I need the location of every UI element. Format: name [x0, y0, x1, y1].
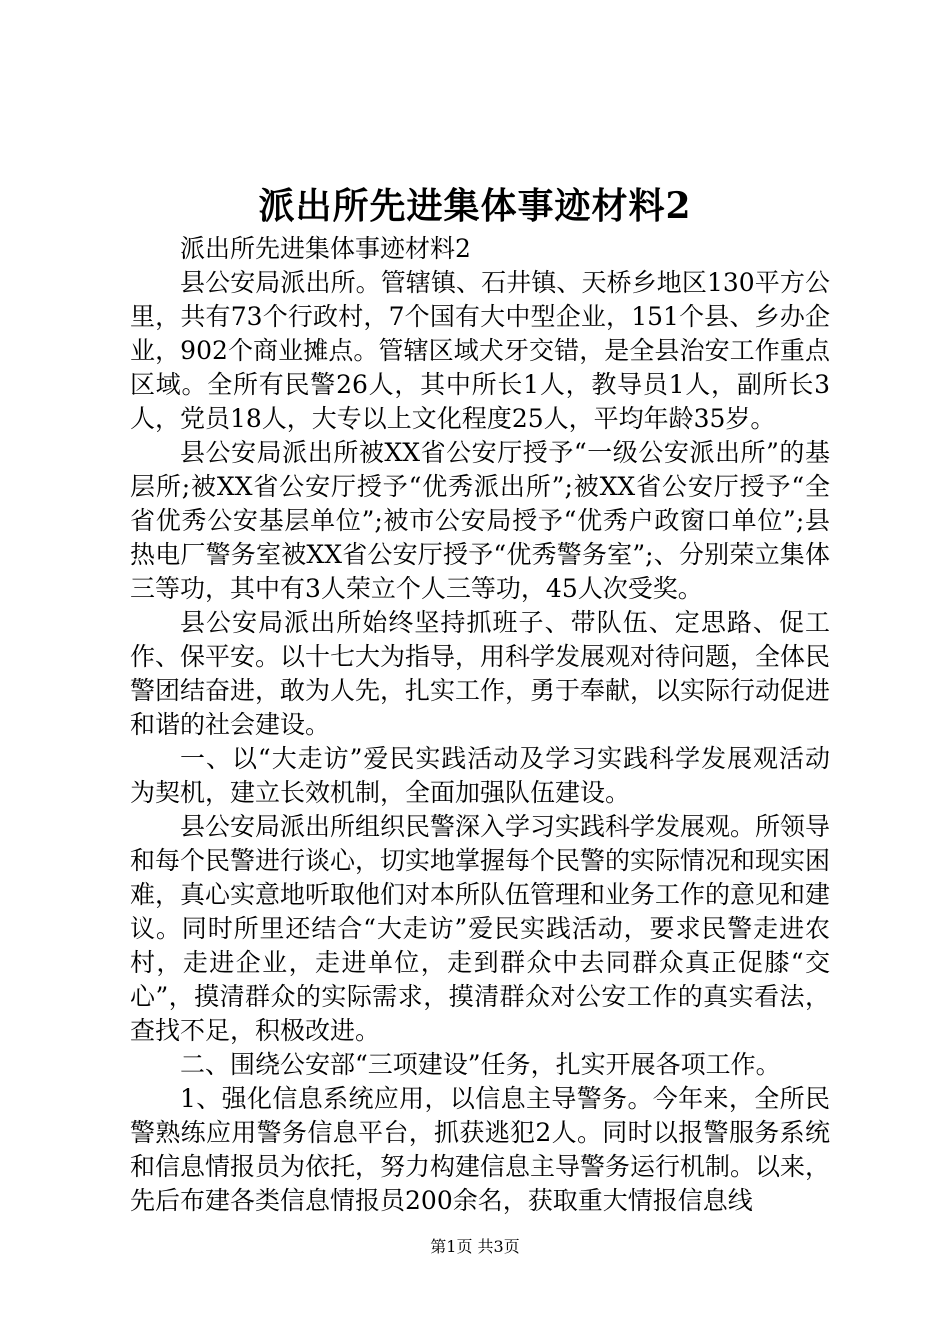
section-heading: 二、围绕公安部“三项建设”任务，扎实开展各项工作。 [180, 1050, 781, 1079]
paragraph: 县公安局派出所。管辖镇、石井镇、天桥乡地区130平方公里，共有73个行政村，7个国有大中型企业，151个县、乡办企业，902个商业摊点。管辖区域犬牙交错，是全县治安工作重点区域。全所有民警26人，其中所长1人，教导员1人，副所长3人，党员18人，大专以上文化程度25人，平均年龄35岁。 [130, 268, 830, 433]
document-body [130, 232, 830, 1218]
paragraph: 县公安局派出所被XX省公安厅授予“一级公安派出所”的基层所;被XX省公安厅授予“优秀派出所”;被XX省公安厅授予“全省优秀公安基层单位”;被市公安局授予“优秀户政窗口单位”;县热电厂警务室被XX省公安厅授予“优秀警务室”;、分别荣立集体三等功，其中有3人荣立个人三等功，45人次受奖。 [130, 438, 830, 603]
section-heading: 一、以“大走访”爱民实践活动及学习实践科学发展观活动为契机，建立长效机制，全面加强队伍建设。 [130, 744, 830, 807]
paragraph: 县公安局派出所组织民警深入学习实践科学发展观。所领导和每个民警进行谈心，切实地掌握每个民警的实际情况和现实困难，真心实意地听取他们对本所队伍管理和业务工作的意见和建议。同时所里还结合“大走访”爱民实践活动，要求民警走进农村，走进企业，走进单位，走到群众中去同群众真正促膝“交心”，摸清群众的实际需求，摸清群众对公安工作的真实看法，查找不足，积极改进。 [130, 812, 831, 1045]
page-number-footer: 第1页 共3页 [430, 1237, 520, 1256]
paragraph: 县公安局派出所始终坚持抓班子、带队伍、定思路、促工作、保平安。以十七大为指导，用科学发展观对待问题，全体民警团结奋进，敢为人先，扎实工作，勇于奉献，以实际行动促进和谐的社会建设。 [130, 608, 831, 739]
paragraph-subtitle: 派出所先进集体事迹材料2 [180, 234, 471, 263]
document-title: 派出所先进集体事迹材料2 [258, 185, 692, 227]
paragraph: 1、强化信息系统应用，以信息主导警务。今年来，全所民警熟练应用警务信息平台，抓获逃犯2人。同时以报警服务系统和信息情报员为依托，努力构建信息主导警务运行机制。以来，先后布建各类信息情报员200余名，获取重大情报信息线 [130, 1084, 831, 1215]
